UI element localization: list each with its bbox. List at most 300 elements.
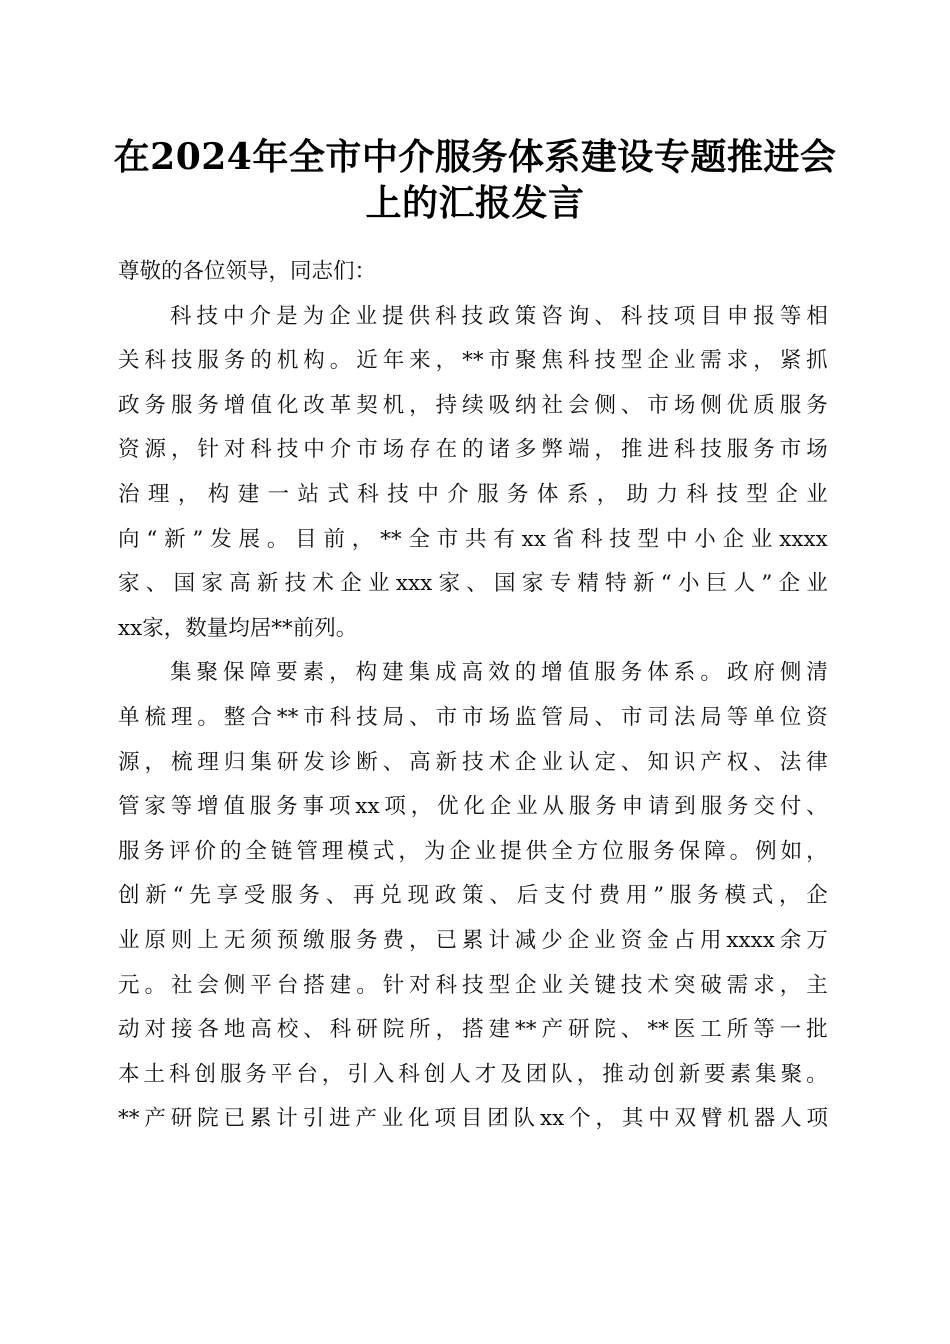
line-token: 高 bbox=[461, 660, 484, 686]
line-token: 需 bbox=[726, 972, 749, 998]
line-token: 介 bbox=[249, 303, 272, 329]
line-token: 化 bbox=[276, 392, 299, 418]
line-token: 。 bbox=[144, 972, 166, 998]
line-token: 队 bbox=[551, 1061, 573, 1087]
line-token: 供 bbox=[408, 303, 431, 329]
line-token: 引 bbox=[302, 1106, 325, 1132]
line-token: 对 bbox=[223, 437, 246, 463]
line-token: 上 bbox=[197, 927, 219, 953]
line-token: xxx bbox=[395, 571, 433, 597]
line-token: ， bbox=[410, 794, 433, 820]
line-token: ** bbox=[647, 1017, 669, 1043]
line-token: ， bbox=[177, 481, 200, 507]
line-token: “ bbox=[146, 526, 158, 552]
line-token: 相 bbox=[806, 303, 828, 329]
line-token: 业 bbox=[673, 348, 696, 374]
line-token: ， bbox=[753, 348, 775, 374]
line-token: 服 bbox=[329, 927, 352, 953]
line-token: 政 bbox=[726, 660, 749, 686]
line-token: 提 bbox=[500, 838, 522, 864]
line-token: ， bbox=[595, 1106, 617, 1132]
body-line bbox=[118, 919, 828, 964]
line-token: 侧 bbox=[779, 660, 802, 686]
line-token: ， bbox=[144, 749, 166, 775]
line-token: 术 bbox=[647, 972, 669, 998]
line-token: 新 bbox=[256, 571, 279, 597]
line-token: 元 bbox=[118, 972, 140, 998]
line-token: 技 bbox=[462, 749, 484, 775]
line-token: 务 bbox=[223, 348, 246, 374]
line-token: 机 bbox=[382, 392, 405, 418]
line-token: 付 bbox=[779, 794, 802, 820]
line-token: 科 bbox=[329, 1017, 352, 1043]
line-token: 务 bbox=[245, 1061, 267, 1087]
line-token: 展 bbox=[238, 526, 261, 552]
line-token: 现 bbox=[407, 883, 430, 909]
line-token: 吸 bbox=[488, 392, 511, 418]
line-token: 业 bbox=[806, 481, 828, 507]
line-token: 务 bbox=[620, 660, 643, 686]
body-line bbox=[118, 1053, 828, 1098]
line-token: 业 bbox=[541, 749, 564, 775]
line-token: 聚 bbox=[780, 1061, 803, 1087]
line-token: 所 bbox=[409, 1017, 431, 1043]
line-token: 地 bbox=[223, 1017, 246, 1043]
line-token: 保 bbox=[223, 660, 245, 686]
title-line-2: 上的汇报发言 bbox=[365, 182, 585, 224]
line-token: 服 bbox=[594, 660, 616, 686]
line-token: 服 bbox=[627, 838, 650, 864]
line-token: 产 bbox=[700, 749, 722, 775]
line-token: 科 bbox=[673, 437, 696, 463]
line-token: 增 bbox=[223, 392, 246, 418]
line-token: 年 bbox=[382, 348, 405, 374]
line-token: 针 bbox=[382, 972, 405, 998]
line-token: 中 bbox=[417, 481, 439, 507]
line-token: 务 bbox=[753, 437, 775, 463]
body-line bbox=[118, 562, 828, 607]
line-token: 向 bbox=[118, 526, 140, 552]
line-token: 场 bbox=[488, 704, 511, 730]
line-token: 市 bbox=[647, 392, 669, 418]
line-token: 动 bbox=[118, 1017, 140, 1043]
line-token: 目 bbox=[700, 303, 722, 329]
line-token: ， bbox=[408, 927, 431, 953]
line-token: 纳 bbox=[515, 392, 537, 418]
line-token: 科 bbox=[170, 303, 192, 329]
line-token: 人 bbox=[449, 1061, 471, 1087]
line-token: 增 bbox=[197, 794, 219, 820]
line-token: ， bbox=[806, 838, 828, 864]
line-token: 计 bbox=[488, 927, 510, 953]
line-token: 研 bbox=[356, 1017, 378, 1043]
line-token: xx bbox=[521, 526, 546, 552]
line-token: 模 bbox=[724, 883, 746, 909]
line-token: 技 bbox=[462, 972, 484, 998]
line-token: 新 bbox=[678, 1061, 701, 1087]
body-line bbox=[118, 473, 828, 518]
line-token: 集 bbox=[250, 749, 272, 775]
line-token: 障 bbox=[704, 838, 726, 864]
line-token: 已 bbox=[435, 927, 457, 953]
line-token: 服 bbox=[779, 392, 802, 418]
line-token: 要 bbox=[704, 1061, 726, 1087]
line-token: 交 bbox=[753, 794, 775, 820]
line-token: 减 bbox=[514, 927, 537, 953]
line-token: 团 bbox=[487, 1106, 509, 1132]
line-token: 小 bbox=[677, 571, 700, 597]
line-token: 务 bbox=[595, 794, 617, 820]
line-token: 费 bbox=[382, 927, 405, 953]
line-token: 金 bbox=[647, 927, 669, 953]
line-token: 技 bbox=[609, 526, 631, 552]
line-token: 服 bbox=[477, 481, 499, 507]
line-token: 场 bbox=[382, 437, 405, 463]
line-token: ” bbox=[761, 571, 773, 597]
line-token: 企 bbox=[340, 571, 362, 597]
line-token: 集 bbox=[170, 660, 192, 686]
line-token: 焦 bbox=[541, 348, 563, 374]
line-token: 占 bbox=[673, 927, 696, 953]
line-token: 高 bbox=[229, 571, 251, 597]
line-token: 服 bbox=[271, 883, 293, 909]
line-token: 臂 bbox=[700, 1106, 723, 1132]
line-token: 助 bbox=[626, 481, 649, 507]
line-token: 医 bbox=[673, 1017, 696, 1043]
line-token: 业 bbox=[750, 526, 773, 552]
line-token: 科 bbox=[620, 303, 643, 329]
line-token: 须 bbox=[250, 927, 272, 953]
salutation: 尊敬的各位领导，同志们： bbox=[118, 259, 377, 284]
line-token: 接 bbox=[170, 1017, 193, 1043]
line-token: 系 bbox=[566, 481, 589, 507]
line-token: 式 bbox=[372, 838, 395, 864]
line-token: 动 bbox=[627, 1061, 650, 1087]
line-token: 机 bbox=[276, 348, 299, 374]
line-token: 在 bbox=[435, 437, 458, 463]
line-token: 市 bbox=[488, 348, 511, 374]
line-token: 等 bbox=[726, 704, 749, 730]
line-token: ， bbox=[398, 838, 420, 864]
line-token: 企 bbox=[806, 883, 828, 909]
line-token: 端 bbox=[567, 437, 590, 463]
line-token: 累 bbox=[249, 1106, 272, 1132]
body-line bbox=[118, 518, 828, 563]
line-token: 受 bbox=[243, 883, 266, 909]
line-token: 化 bbox=[463, 794, 485, 820]
line-token: 平 bbox=[250, 972, 272, 998]
line-token: 创 bbox=[653, 1061, 675, 1087]
line-token: ， bbox=[779, 883, 801, 909]
line-token: 研 bbox=[170, 1106, 193, 1132]
line-token: 所 bbox=[726, 1017, 749, 1043]
line-token: 双 bbox=[674, 1106, 697, 1132]
line-token: 对 bbox=[144, 1017, 166, 1043]
line-token: 业 bbox=[474, 838, 497, 864]
line-token: 院 bbox=[197, 1106, 219, 1132]
line-token: 式 bbox=[751, 883, 774, 909]
line-token: 策 bbox=[462, 883, 484, 909]
line-token: 技 bbox=[620, 972, 643, 998]
line-token: 场 bbox=[673, 392, 696, 418]
line-token: 侧 bbox=[700, 392, 722, 418]
line-token: 引 bbox=[347, 1061, 369, 1087]
line-token: 术 bbox=[488, 749, 511, 775]
line-token: 局 bbox=[567, 704, 590, 730]
body-line bbox=[118, 384, 828, 429]
line-token: 介 bbox=[329, 437, 352, 463]
line-token: 才 bbox=[474, 1061, 497, 1087]
line-token: 精 bbox=[577, 571, 599, 597]
line-token: “ bbox=[172, 883, 184, 909]
line-token: ， bbox=[351, 526, 374, 552]
line-token: ** bbox=[276, 704, 299, 730]
line-token: 机 bbox=[727, 1106, 749, 1132]
line-token: 的 bbox=[514, 660, 537, 686]
line-token: 资 bbox=[118, 437, 140, 463]
line-token: 梳 bbox=[144, 704, 166, 730]
line-token: 企 bbox=[778, 571, 801, 597]
line-token: 。 bbox=[266, 526, 289, 552]
line-token: 优 bbox=[726, 392, 749, 418]
line-token: 集 bbox=[408, 660, 431, 686]
line-token: 建 bbox=[237, 481, 260, 507]
line-token: 如 bbox=[780, 838, 803, 864]
line-token: ， bbox=[594, 437, 616, 463]
line-token: ” bbox=[653, 883, 665, 909]
line-token: 政 bbox=[488, 303, 510, 329]
line-token: 效 bbox=[488, 660, 510, 686]
line-token: 主 bbox=[806, 972, 828, 998]
line-token: 对 bbox=[409, 972, 431, 998]
line-token: 业 bbox=[806, 571, 828, 597]
line-token: 原 bbox=[144, 927, 166, 953]
line-token: 破 bbox=[700, 972, 722, 998]
line-token: 等 bbox=[779, 303, 802, 329]
line-token: 国 bbox=[173, 571, 196, 597]
line-token: 进 bbox=[328, 1106, 351, 1132]
line-token: 。 bbox=[356, 972, 378, 998]
line-token: 力 bbox=[656, 481, 679, 507]
line-token: 市 bbox=[303, 704, 325, 730]
line-token: 务 bbox=[197, 392, 219, 418]
line-token: 中 bbox=[665, 526, 688, 552]
line-token: 会 bbox=[197, 972, 219, 998]
line-token: 政 bbox=[118, 392, 140, 418]
line-token: 增 bbox=[541, 660, 563, 686]
line-token: 技 bbox=[284, 571, 307, 597]
line-token: 管 bbox=[296, 838, 318, 864]
line-token: 是 bbox=[276, 303, 298, 329]
line-token: 、 bbox=[806, 794, 828, 820]
line-token: 。 bbox=[329, 348, 352, 374]
line-token: 归 bbox=[223, 749, 246, 775]
line-token: 契 bbox=[356, 392, 378, 418]
line-token: 进 bbox=[647, 437, 669, 463]
body-line bbox=[118, 339, 828, 384]
line-token: 成 bbox=[435, 660, 457, 686]
line-token: 技 bbox=[387, 481, 409, 507]
line-token: 研 bbox=[276, 749, 299, 775]
line-token: 务 bbox=[727, 794, 749, 820]
line-token: 研 bbox=[567, 1017, 590, 1043]
body-line: xx家，数量均居**前列。 bbox=[118, 615, 358, 641]
line-token: 务 bbox=[276, 794, 298, 820]
line-token: 搭 bbox=[303, 972, 325, 998]
line-token: 。 bbox=[700, 660, 722, 686]
body-line bbox=[118, 741, 828, 786]
line-token: 家 bbox=[144, 794, 166, 820]
line-token: 产 bbox=[144, 1106, 166, 1132]
line-token: 家 bbox=[118, 571, 140, 597]
line-token: 人 bbox=[733, 571, 756, 597]
line-token: 企 bbox=[647, 348, 669, 374]
line-token: 管 bbox=[118, 794, 140, 820]
line-token: 服 bbox=[197, 348, 219, 374]
line-token: 推 bbox=[602, 1061, 624, 1087]
line-token: 价 bbox=[194, 838, 216, 864]
line-token: 型 bbox=[637, 526, 660, 552]
line-token: 理 bbox=[147, 481, 170, 507]
line-token: 求 bbox=[753, 972, 775, 998]
line-token: 、 bbox=[620, 749, 643, 775]
line-token: 服 bbox=[726, 437, 749, 463]
line-token: 业 bbox=[355, 303, 378, 329]
line-token: 断 bbox=[356, 749, 378, 775]
line-token: 存 bbox=[409, 437, 431, 463]
line-token: 预 bbox=[276, 927, 299, 953]
line-token: 高 bbox=[409, 749, 431, 775]
line-token: 革 bbox=[329, 392, 352, 418]
line-token: 、 bbox=[382, 749, 405, 775]
line-token: 会 bbox=[567, 392, 590, 418]
line-token: 、 bbox=[325, 883, 348, 909]
body-line bbox=[118, 696, 828, 741]
line-token: 科 bbox=[329, 704, 352, 730]
line-token: 技 bbox=[356, 704, 378, 730]
line-token: 询 bbox=[567, 303, 590, 329]
line-token: 科 bbox=[144, 348, 166, 374]
line-token: 型 bbox=[488, 972, 511, 998]
line-token: 、 bbox=[753, 749, 775, 775]
line-token: 产 bbox=[355, 1106, 377, 1132]
line-token: 源 bbox=[118, 749, 140, 775]
line-token: 推 bbox=[620, 437, 643, 463]
line-token: ， bbox=[779, 972, 802, 998]
line-token: 府 bbox=[753, 660, 775, 686]
line-token: “ bbox=[660, 571, 672, 597]
line-token: 素 bbox=[729, 1061, 752, 1087]
line-token: 创 bbox=[423, 1061, 446, 1087]
line-token: 企 bbox=[329, 303, 351, 329]
line-token: 业 bbox=[516, 794, 538, 820]
line-token: 企 bbox=[489, 794, 512, 820]
line-token: 到 bbox=[674, 794, 696, 820]
line-token: 建 bbox=[382, 660, 404, 686]
line-token: 技 bbox=[594, 348, 616, 374]
line-token: 键 bbox=[594, 972, 616, 998]
line-token: 要 bbox=[276, 660, 298, 686]
line-token: 等 bbox=[170, 794, 193, 820]
line-token: 新 bbox=[164, 526, 186, 552]
line-token: 队 bbox=[513, 1106, 536, 1132]
line-token: 构 bbox=[303, 348, 325, 374]
line-token: 个 bbox=[569, 1106, 591, 1132]
title-line-1: 在2024年全市中介服务体系建设专题推进会 bbox=[113, 136, 837, 178]
line-token: 新 bbox=[435, 749, 458, 775]
line-token: ** bbox=[462, 348, 484, 374]
line-token: 。 bbox=[729, 838, 752, 864]
line-token: 服 bbox=[170, 392, 193, 418]
line-token: 、 bbox=[620, 1017, 643, 1043]
line-token: 建 bbox=[488, 1017, 511, 1043]
line-token: 、 bbox=[303, 1017, 325, 1043]
line-token: 多 bbox=[515, 437, 537, 463]
body-line bbox=[118, 830, 828, 875]
line-token: 院 bbox=[594, 1017, 616, 1043]
line-token: 服 bbox=[568, 794, 591, 820]
line-token: 资 bbox=[620, 927, 643, 953]
line-token: ， bbox=[409, 392, 431, 418]
line-token: 监 bbox=[515, 704, 537, 730]
line-token: 科 bbox=[435, 303, 457, 329]
line-token: 式 bbox=[327, 481, 349, 507]
line-token: 少 bbox=[541, 927, 563, 953]
line-token: 入 bbox=[372, 1061, 395, 1087]
line-token: 技 bbox=[276, 437, 299, 463]
line-token: 产 bbox=[541, 1017, 563, 1043]
line-token: 型 bbox=[746, 481, 768, 507]
line-token: 、 bbox=[409, 704, 431, 730]
line-token: 保 bbox=[678, 838, 701, 864]
line-token: 知 bbox=[647, 749, 669, 775]
line-token: 市 bbox=[620, 704, 643, 730]
line-token: 团 bbox=[525, 1061, 548, 1087]
line-token: 项 bbox=[806, 1106, 828, 1132]
line-token: 技 bbox=[716, 481, 738, 507]
line-token: 侧 bbox=[594, 392, 616, 418]
line-token: 站 bbox=[297, 481, 320, 507]
line-token: 缴 bbox=[303, 927, 325, 953]
line-token: 求 bbox=[726, 348, 749, 374]
line-token: 链 bbox=[270, 838, 293, 864]
line-token: 、 bbox=[620, 392, 643, 418]
line-token: 土 bbox=[143, 1061, 165, 1087]
line-token: 理 bbox=[170, 704, 193, 730]
line-token: 新 bbox=[632, 571, 655, 597]
line-token: 近 bbox=[356, 348, 378, 374]
line-token: 。 bbox=[806, 1061, 828, 1087]
line-token: 化 bbox=[408, 1106, 430, 1132]
line-token: 共 bbox=[465, 526, 487, 552]
line-token: 批 bbox=[806, 1017, 828, 1043]
line-token: 为 bbox=[423, 838, 446, 864]
line-token: ， bbox=[435, 1017, 458, 1043]
line-token: 用 bbox=[625, 883, 648, 909]
line-token: 申 bbox=[726, 303, 749, 329]
line-token: 请 bbox=[647, 794, 670, 820]
line-token: 事 bbox=[302, 794, 325, 820]
line-token: 发 bbox=[210, 526, 232, 552]
line-token: 策 bbox=[514, 303, 537, 329]
line-token: 从 bbox=[542, 794, 565, 820]
line-token: 科 bbox=[250, 437, 272, 463]
line-token: ** bbox=[515, 1017, 537, 1043]
line-token: 单 bbox=[753, 704, 775, 730]
line-token: 中 bbox=[648, 1106, 670, 1132]
line-token: 用 bbox=[699, 927, 722, 953]
line-token: 认 bbox=[567, 749, 590, 775]
